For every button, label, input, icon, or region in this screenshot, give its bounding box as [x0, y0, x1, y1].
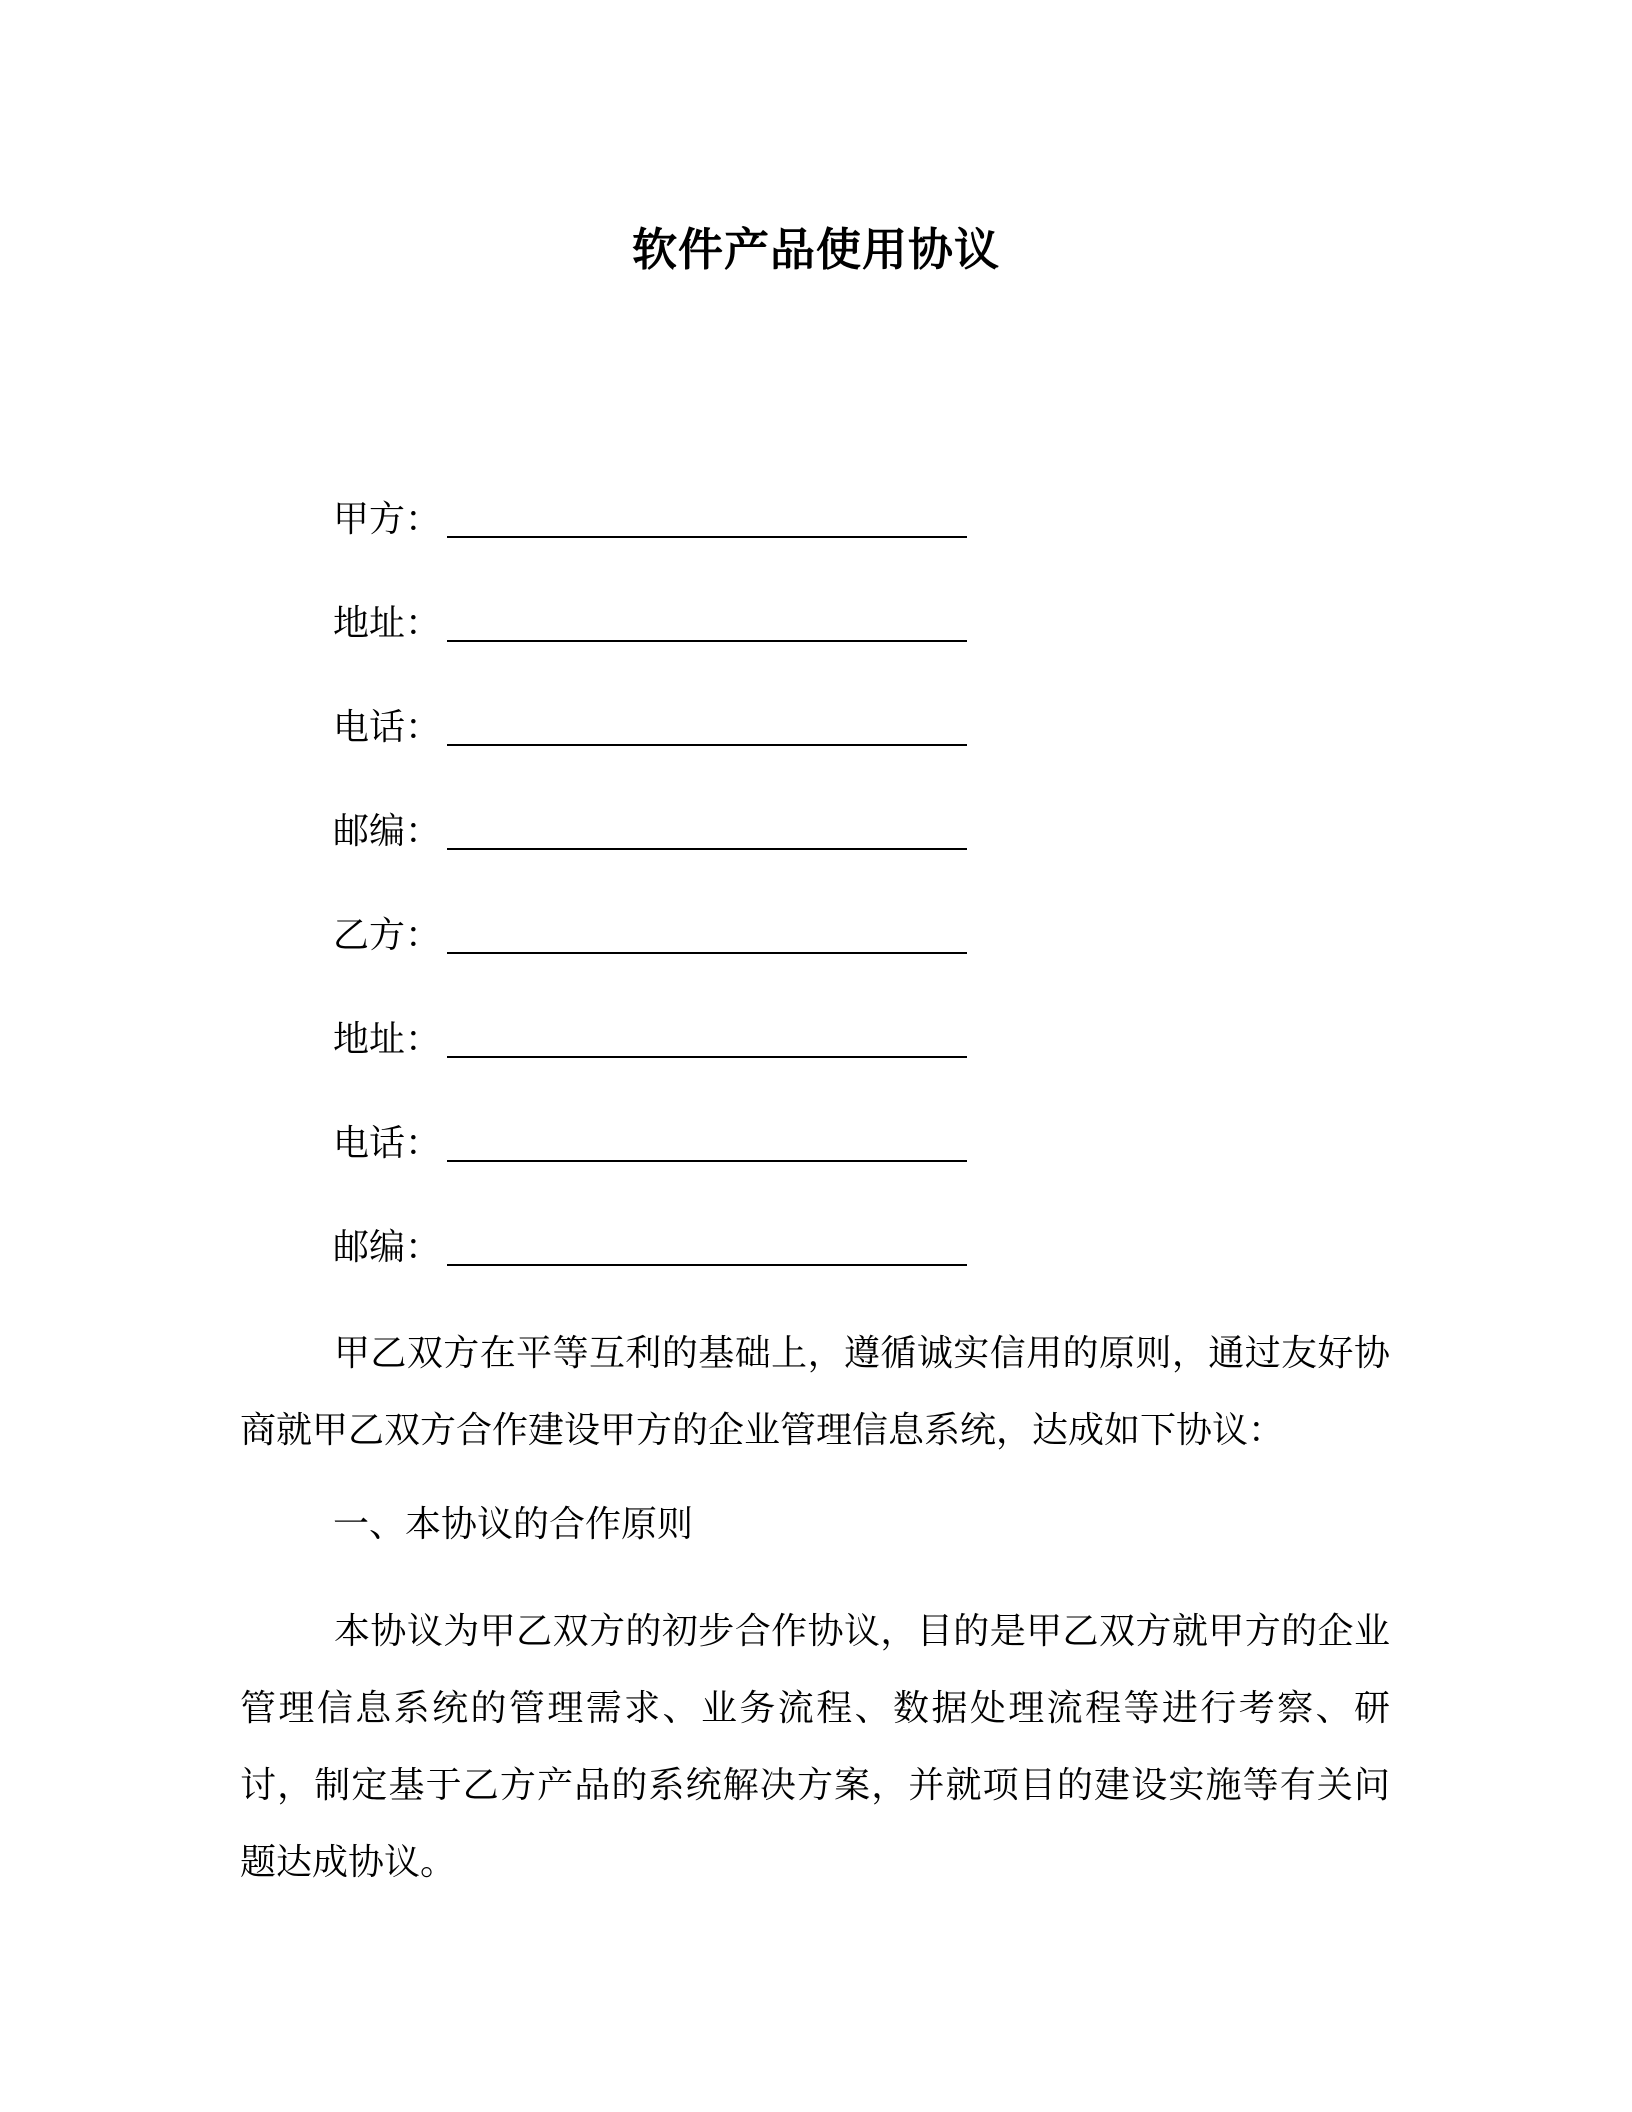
party-b-address-field — [333, 1012, 967, 1116]
party-b-postcode-field — [333, 1220, 967, 1324]
blank-line — [447, 908, 967, 954]
party-a-name-field — [333, 492, 967, 596]
blank-line — [447, 596, 967, 642]
party-a-phone-field — [333, 700, 967, 804]
blank-line — [447, 1012, 967, 1058]
field-label: 邮编： — [333, 811, 442, 852]
field-label: 乙方： — [333, 915, 442, 956]
blank-line — [447, 1220, 967, 1266]
field-label: 地址： — [333, 1019, 442, 1060]
blank-line — [447, 1116, 967, 1162]
blank-line — [447, 700, 967, 746]
field-label: 地址： — [333, 603, 442, 644]
section-heading: 一、本协议的合作原则 — [333, 1504, 694, 1545]
field-label: 甲方： — [333, 499, 442, 540]
party-a-address-field — [333, 596, 967, 700]
document-title: 软件产品使用协议 — [631, 223, 1000, 276]
party-b-phone-field — [333, 1116, 967, 1220]
blank-line — [447, 492, 967, 538]
blank-line — [447, 804, 967, 850]
field-label: 电话： — [333, 1123, 442, 1164]
party-info-fields — [333, 492, 967, 1324]
intro-paragraph: 甲乙双方在平等互利的基础上，遵循诚实信用的原则，通过友好协商就甲乙双方合作建设甲方的企业管理信息系统，达成如下协议： — [240, 1333, 1390, 1451]
field-label: 邮编： — [333, 1227, 442, 1268]
section-body-paragraph: 本协议为甲乙双方的初步合作协议，目的是甲乙双方就甲方的企业管理信息系统的管理需求、业务流程、数据处理流程等进行考察、研讨，制定基于乙方产品的系统解决方案，并就项目的建设实施等有关问题达成协议。 — [240, 1611, 1390, 1883]
party-b-name-field — [333, 908, 967, 1012]
party-a-postcode-field — [333, 804, 967, 908]
field-label: 电话： — [333, 707, 442, 748]
